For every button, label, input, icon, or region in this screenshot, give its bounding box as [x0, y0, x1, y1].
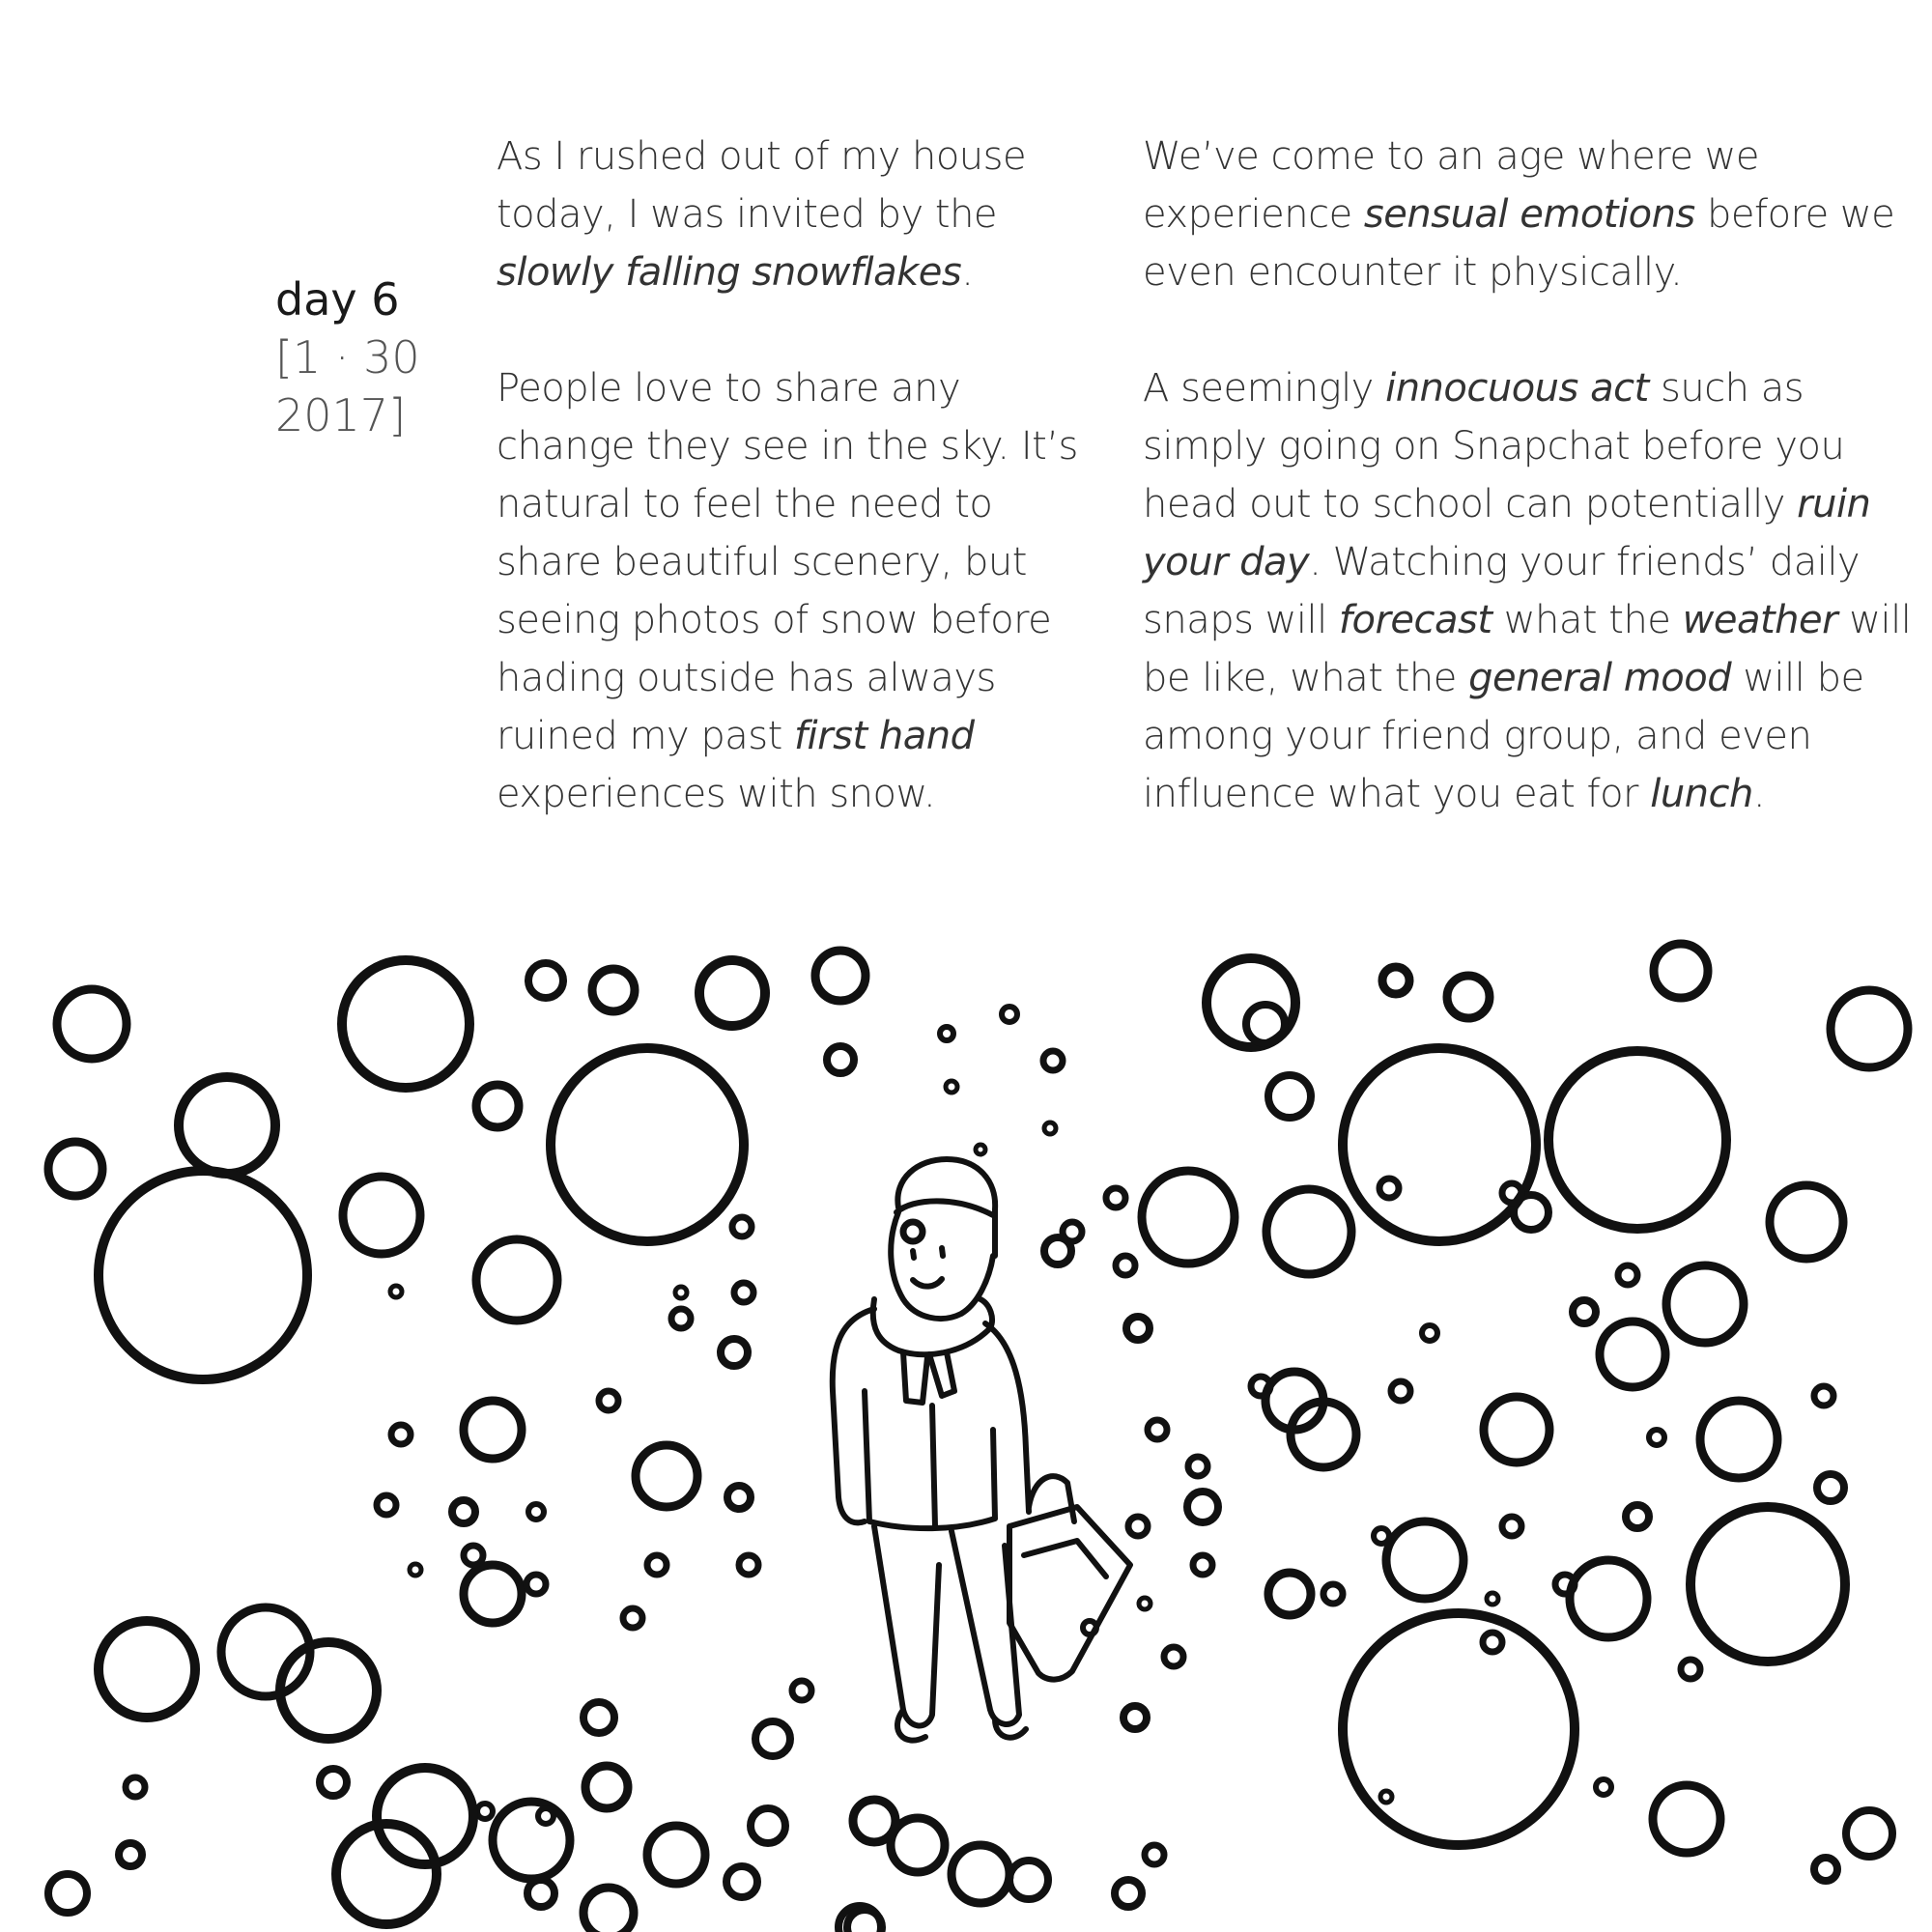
snowflake-circle: [320, 1769, 347, 1796]
snowflake-circle: [476, 1239, 557, 1321]
snowflake-circle: [1654, 944, 1708, 998]
snowflake-circle: [1115, 1880, 1142, 1907]
snowflake-circle: [727, 1486, 751, 1509]
snowflake-circle: [734, 1283, 753, 1302]
snowflake-circle: [1268, 1573, 1311, 1615]
body-text: will be among your friend group, and even influence what you eat for: [1143, 656, 1864, 816]
snowflake-circle: [1596, 1779, 1611, 1795]
snowflake-circle: [1382, 967, 1409, 994]
snowflake-circle: [551, 1048, 744, 1241]
snowflake-circle: [1139, 1598, 1151, 1609]
snowflake-circle: [1846, 1810, 1892, 1857]
snowflake-circle: [946, 1081, 957, 1093]
body-text: .: [961, 250, 974, 295]
body-text: . Watching your friends’ daily snaps will: [1143, 540, 1861, 642]
snowflake-circle: [1251, 1377, 1270, 1396]
snowflake-circle: [476, 1085, 519, 1127]
snowflake-circle: [623, 1608, 642, 1628]
snowflake-circle: [699, 960, 765, 1026]
snowflake-circle: [1548, 1051, 1726, 1229]
snowflake-circle: [647, 1555, 667, 1575]
snowflake-circle: [721, 1339, 748, 1366]
snowflake-circle: [1386, 1521, 1463, 1599]
bag-button: [1083, 1621, 1096, 1634]
coat-front: [932, 1406, 935, 1526]
snowflake-circle: [1817, 1474, 1844, 1501]
body-text: We’ve come to an age where we experience: [1143, 134, 1759, 237]
body-text: such as simply going on Snapchat before you head out to school can potentially: [1143, 366, 1845, 526]
snowflake-circle: [1555, 1575, 1575, 1594]
snowflake-circle: [1447, 976, 1490, 1018]
snowflake-circle: [527, 1880, 554, 1907]
right-text-column: [1143, 128, 1916, 881]
snowflake-circle: [1148, 1420, 1167, 1439]
scarf-tail: [903, 1352, 927, 1403]
snowflake-circle: [343, 1177, 420, 1254]
date-line-2: 2017]: [275, 389, 407, 441]
snowflake-circle: [1187, 1492, 1218, 1522]
snowflake-circle: [1009, 1861, 1048, 1899]
snowflake-circle: [1690, 1507, 1845, 1662]
snowflake-circle: [99, 1171, 307, 1379]
snowflake-circle: [853, 1800, 895, 1842]
snowflake-circle: [1116, 1256, 1135, 1275]
snowflake-circle: [126, 1777, 145, 1797]
snowflake-circle: [815, 951, 866, 1001]
body-text: People love to share any change they see in the sky. It’s natural to feel the need to share beautiful scenery, but seeing photos of snow before hading outside has always ruined my past: [497, 366, 1078, 758]
snowflake-circle: [1626, 1505, 1649, 1528]
day-label: day 6: [275, 273, 400, 326]
snowflake-circle: [57, 989, 127, 1059]
bag-inner: [1024, 1541, 1106, 1577]
scarf-tail-2: [929, 1352, 954, 1396]
snowflake-circle: [675, 1287, 687, 1298]
snowflake-circle: [1246, 1005, 1285, 1043]
right-paragraph-1: [1143, 128, 1916, 301]
bag: [1009, 1507, 1130, 1680]
snowflake-circle: [48, 1142, 102, 1196]
snowflake-circle: [903, 1222, 923, 1241]
snowflake-circle: [1814, 1386, 1833, 1406]
snowflake-circle: [528, 1504, 544, 1520]
snowflake-circle: [1193, 1555, 1212, 1575]
snowflake-circle: [342, 960, 469, 1088]
snowflake-circle: [464, 1565, 522, 1623]
snowflake-circle: [538, 1808, 554, 1824]
snowflake-circle: [464, 1401, 522, 1459]
snowflake-circle: [1188, 1457, 1208, 1476]
left-paragraph-1: [497, 128, 1095, 301]
scarf: [873, 1299, 992, 1354]
emphasis-text: innocuous act: [1385, 366, 1649, 411]
snowflake-circle: [377, 1495, 396, 1515]
snowflake-circle: [1666, 1265, 1744, 1343]
leg-left: [874, 1526, 939, 1725]
snowflake-circle: [1044, 1122, 1056, 1134]
snowflake-circle: [1814, 1858, 1837, 1881]
snowflake-circle: [792, 1681, 811, 1700]
emphasis-text: sensual emotions: [1363, 192, 1695, 237]
snowflake-circle: [636, 1445, 697, 1507]
body-text: A seemingly: [1143, 366, 1386, 411]
emphasis-text: first hand: [793, 714, 975, 758]
snowflake-circle: [1831, 990, 1908, 1067]
snowflake-circle: [583, 1702, 614, 1733]
snowflake-circle: [493, 1802, 570, 1879]
snowflake-circle: [1653, 1785, 1720, 1853]
snowflake-circle: [1002, 1007, 1017, 1022]
snowflake-circle: [1380, 1791, 1392, 1803]
snowflake-circle: [1487, 1593, 1498, 1605]
eye-right: [942, 1248, 943, 1256]
snowflake-circle: [1126, 1317, 1150, 1340]
snowflake-circle: [952, 1845, 1009, 1903]
snowflake-circle: [119, 1843, 142, 1866]
snowflake-circle: [739, 1555, 758, 1575]
emphasis-text: general mood: [1468, 656, 1732, 700]
body-text: before we even encounter it physically.: [1143, 192, 1895, 295]
snowflake-circle: [1043, 1051, 1063, 1070]
snowflake-circle: [599, 1391, 618, 1410]
snowflake-circle: [1618, 1265, 1637, 1285]
snowflake-circle: [751, 1808, 785, 1843]
entry-date-block: [275, 270, 469, 444]
snowflake-circles: [48, 944, 1908, 1932]
snowflake-circle: [526, 1575, 546, 1594]
snowflake-circle: [671, 1309, 691, 1328]
date-line-1: [1 · 30: [275, 331, 420, 384]
snowflake-circle: [732, 1217, 752, 1236]
snowflake-circle: [1106, 1188, 1125, 1208]
emphasis-text: weather: [1682, 598, 1838, 642]
snowflake-circle: [1681, 1660, 1700, 1679]
snowflake-circle: [592, 969, 635, 1011]
snowflake-circle: [1700, 1401, 1777, 1478]
snowflake-circle: [1570, 1560, 1647, 1637]
body-text: As I rushed out of my house today, I was invited by the: [497, 134, 1027, 237]
emphasis-text: ruin your day: [1143, 482, 1871, 584]
body-text: experiences with snow.: [497, 772, 936, 816]
snowflake-circle: [1379, 1179, 1399, 1198]
snowflake-circle: [1266, 1189, 1351, 1274]
snowflake-circle: [1502, 1517, 1521, 1536]
snowflake-circle: [477, 1804, 493, 1819]
snowflake-circle: [99, 1621, 195, 1718]
hat-brim: [896, 1201, 993, 1215]
snowflake-circle: [1770, 1185, 1843, 1259]
snowflake-circle: [1573, 1300, 1596, 1323]
snowflake-circle: [1374, 1528, 1389, 1544]
snowfall-illustration: [0, 889, 1932, 1932]
snowflake-circle: [464, 1546, 483, 1565]
body-text: what the: [1492, 598, 1683, 642]
snowflake-circle: [1128, 1517, 1148, 1536]
snowflake-circle: [390, 1286, 402, 1297]
snowflake-circle: [410, 1564, 421, 1576]
snowflake-circle: [1268, 1075, 1311, 1118]
snowflake-circle: [1343, 1613, 1575, 1845]
snowflake-circle: [1123, 1706, 1147, 1729]
snowflake-circle: [755, 1721, 790, 1756]
snowflake-circle: [452, 1500, 475, 1523]
snowflake-circle: [1142, 1171, 1235, 1264]
eye-left: [913, 1251, 914, 1258]
snowflake-circle: [1323, 1584, 1343, 1604]
snowflake-circle: [585, 1766, 628, 1808]
body-text: .: [1752, 772, 1766, 816]
snowflake-circle: [1649, 1430, 1664, 1445]
snowflake-circle: [1063, 1222, 1082, 1241]
snowflake-circle: [1343, 1048, 1536, 1241]
snowflake-circle: [1502, 1183, 1521, 1203]
right-paragraph-2: [1143, 359, 1916, 823]
smile: [913, 1279, 942, 1287]
snowflake-circle: [847, 1910, 882, 1932]
snowflake-circle: [391, 1425, 411, 1444]
snowflake-circle: [647, 1826, 705, 1884]
snowflake-circle: [1145, 1845, 1164, 1864]
emphasis-text: slowly falling snowflakes: [497, 250, 962, 295]
person-figure: [833, 1159, 1130, 1741]
snowflake-circle: [940, 1027, 953, 1040]
body-text: will be like, what the: [1143, 598, 1912, 700]
snowflake-circle: [1600, 1321, 1665, 1387]
snowflake-circle: [726, 1866, 757, 1897]
emphasis-text: forecast: [1338, 598, 1492, 642]
snowflake-circle: [1164, 1647, 1183, 1666]
snowflake-circle: [48, 1874, 87, 1913]
snowflake-circle: [179, 1077, 275, 1174]
snowflake-circle: [1483, 1633, 1502, 1652]
snowflake-circle: [827, 1046, 854, 1073]
snowflake-circle: [528, 963, 563, 998]
snowflake-circle: [1484, 1397, 1549, 1463]
left-text-column: [497, 128, 1095, 881]
left-paragraph-2: [497, 359, 1095, 823]
snowflake-circle: [583, 1888, 634, 1932]
snowflake-circle: [1422, 1325, 1437, 1341]
snowflake-circle: [1391, 1381, 1410, 1401]
snowflake-circle: [976, 1145, 985, 1154]
emphasis-text: lunch: [1650, 772, 1753, 816]
